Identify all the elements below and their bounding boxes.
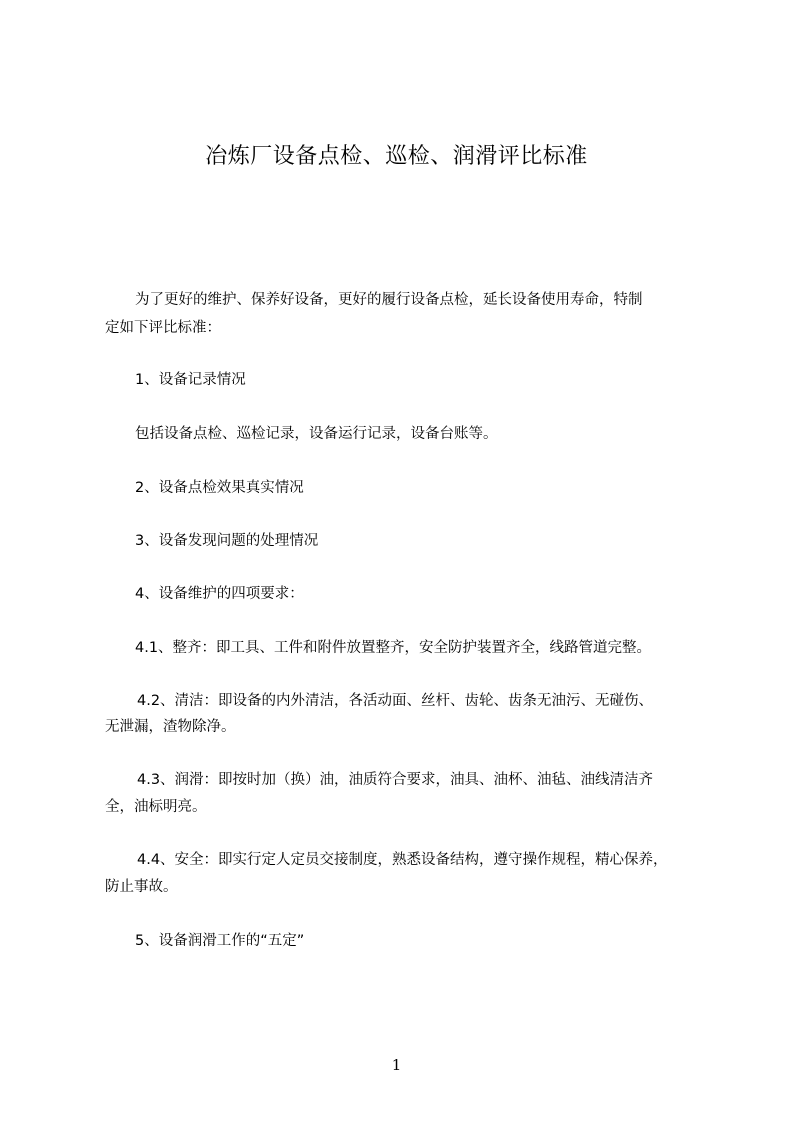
page-number: 1	[391, 1056, 402, 1074]
item-1-heading: 1、设备记录情况	[135, 372, 246, 388]
intro-line-1: 为了更好的维护、保养好设备，更好的履行设备点检，延长设备使用寿命，特制	[135, 292, 643, 308]
item-2-heading: 2、设备点检效果真实情况	[135, 480, 304, 496]
item-4-3-line-2: 全，油标明亮。	[105, 799, 207, 815]
item-5-heading: 5、设备润滑工作的“五定”	[135, 933, 305, 949]
item-1-detail: 包括设备点检、巡检记录，设备运行记录，设备台账等。	[135, 426, 498, 442]
item-4-3-line-1: 4.3、润滑：即按时加（换）油，油质符合要求，油具、油杯、油毡、油线清洁齐	[137, 772, 654, 788]
intro-line-2: 定如下评比标准：	[105, 320, 221, 336]
item-4-1-line-1: 4.1、整齐：即工具、工件和附件放置整齐，安全防护装置齐全，线路管道完整。	[135, 640, 652, 656]
item-4-4-line-2: 防止事故。	[105, 879, 178, 895]
item-4-heading: 4、设备维护的四项要求：	[135, 586, 304, 602]
item-4-2-line-1: 4.2、清洁：即设备的内外清洁，各活动面、丝杆、齿轮、齿条无油污、无碰伤、	[137, 693, 654, 709]
item-4-2-line-2: 无泄漏，渣物除净。	[105, 719, 236, 735]
document-title: 冶炼厂设备点检、巡检、润滑评比标准	[205, 144, 588, 169]
item-4-4-line-1: 4.4、安全：即实行定人定员交接制度，熟悉设备结构，遵守操作规程，精心保养，	[137, 852, 668, 868]
item-3-heading: 3、设备发现问题的处理情况	[135, 533, 319, 549]
